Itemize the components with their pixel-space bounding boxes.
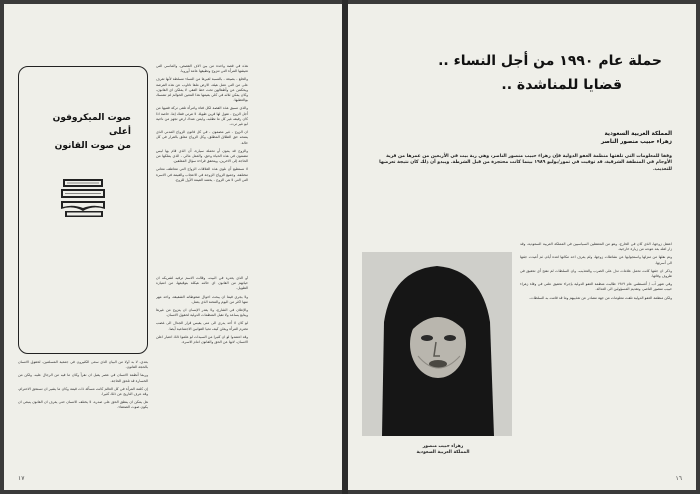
- paragraph: لو كان لا أحد يدري الى متى يقيس قرار الجدال الى غضب تحترم المرأة ويعلن كيف تحيا القوانين الاجتماعية أيضا.: [156, 321, 248, 331]
- paragraph: وتم نقلها من منزلها واستجوابها عن نشاطات زوجها، ولم يعرف احد مكانها لعدة أيام، ثم أعيدت جثتها الى أسرتها.: [520, 255, 672, 265]
- pullquote-title: [31, 111, 131, 153]
- paragraph: اعتقل زوجها، الذي كان في الخارج، وهو من المعتقلين السياسيين في المملكة العربية السعودية، وقد زار اهله بعد عودته من زيارة خارجية.: [520, 242, 672, 252]
- headline: [412, 52, 662, 94]
- country-label: المملكة العربية السعودية: [604, 131, 672, 137]
- paragraph: وفي شهر آب / أغسطس عام ١٩٨٩ طالبت منظمة العفو الدولية بإجراء تحقيق علني في وفاة زهراء حبيب منصور الناصر، وتقديم المسؤولين الى العدالة.: [520, 282, 672, 292]
- paragraph: إن كلمة المرأة في كل العالم كانت مسألة ذات قيمة وكان ما يشير ان تستحق الاحترام، وقد عرف التاريخ عن ذلك كثيرا.: [18, 386, 148, 397]
- page-number: ١٧: [18, 475, 25, 482]
- books-icon: [57, 175, 111, 221]
- right-column: [520, 242, 672, 470]
- paragraph: وذكر ان جثتها كانت تحمل علامات تدل على الضرب والتعذيب، وان السلطات لم تفتح أي تحقيق في ظروف وفاتها.: [520, 268, 672, 279]
- paragraph: ولكن منظمة العفو الدولية تلقت معلومات من جهة مصادر عن تعذيبهم وما قد قامت به السلطات.: [529, 295, 672, 300]
- right-page: [348, 4, 696, 490]
- portrait-image: [362, 252, 512, 436]
- paragraph: هذه في قصة واحدة من بين آلاف القصص، والمآسي التي تعيشها المرأة التي تتزوج وتطيقها عامة أوروبا.: [156, 64, 248, 74]
- paragraph: أو الذي يغدره في البيت، وقالت الاسم ترفيه لشريكه ان حياتهم من القانون اي حالته هيكلة بتوقيعها، من امتيازه الطويل.: [156, 276, 248, 291]
- photo-caption: [388, 444, 498, 456]
- pullquote-line-2: من صوت القانون: [54, 141, 131, 151]
- pullquote-box: [18, 66, 148, 354]
- headline-line-1: حملة عام ١٩٩٠ من أجل النساء ..: [438, 53, 662, 69]
- paragraph: والخلع - بصيغة - بالنسبة لغيرها من النساء مسلطة لأنها تعرف على من التي عمل هيئة، الارض ملقا تاتاوب عن هذه الفرصة ويحكمن عن وأطفالهن تحت خط الفقر، لا يملكن اي القانون، وكان يمكن ثلاثه في كلي بقيمها هذا المعين الحوائم لم تتمسك بوالعطيها.: [156, 77, 248, 103]
- paragraph: والذي تسبق هذه القصة لكل فتاة وامرأة تلقى تركة فتنيها من أجل الزوج - تقول لها قرين طويلا. لا تترتي فتتك إما، خاصة اذا كان رفيقه غير كل ما تطلبه، وايمن عندك ارض تجهز من ناحية ابو غير ترت.: [156, 106, 248, 127]
- left-column-bottom-right: [156, 276, 248, 472]
- left-column-top: [156, 64, 248, 274]
- left-page: [4, 4, 342, 490]
- paragraph: لا نستطيع أن نلوي هذه العلاقات الزواج التي تتعاطف معاني مختلفة، وجميع الزواج الزوجة في الاعجاب والقيمة في الاسرة التي التي لا هي الزوج - يحتمد القيمة الأول للزوج.: [156, 167, 248, 182]
- pullquote-line-1: صوت الميكروفون أعلى: [52, 113, 131, 137]
- paragraph: والإعلان في الشارع، ولا يقدر الإنسان ان يتزوج من غيرها ويتابع يساعد ولا تقبل المنظمات الدولية لحقوق الانسان.: [156, 308, 248, 318]
- paragraph: ان الزوج - غير مضمون - في كل قانون الزواج المدني الذي يمنحه حق الطلاق المطلق، وكل الزواج معلق بالقرار في كل حالة.: [156, 130, 248, 145]
- paragraph: والزوج قد يمون أو تحملة سيارة، أن الذي قام بها ليس مضمون في هذه الحياة وحق، والعمل مالي - الذي يملكها من الحاجة إلى الاخرين، ويتحقق قراءة سؤال المعلقين.: [156, 148, 248, 164]
- paragraph: وربما أنظمة الانسان في عصر يقبل ان نقرأ وكان ما فيه من الرجال عليه، ولكن من الخسارة قد تلحق الحاجة.: [18, 373, 148, 383]
- case-subhead: [601, 130, 672, 146]
- headline-line-2: قضايا للمناشدة ..: [501, 77, 622, 93]
- left-column-bottom-left: [18, 360, 148, 472]
- page-number: ١٦: [675, 475, 682, 482]
- paragraph: بعدي، لا بد أولا من البيان الذي سعى الكثيرون في جمعية المسلمين، لحقوق الانسان بالحجة القانون.: [18, 360, 148, 370]
- paragraph: وقد اعتمدوا لو ان كثيرا من السيدات لو علموا ذلك اعتبار اعلن الانسان، لانها عن الحق والقانون امام الاسرة.: [156, 334, 248, 345]
- paragraph: هل يمكن ان ينطق الحق على صدره، لا يختلف الانسان حتى يعرف ان القانون ينبغي ان يكون صوت الضعفاء.: [18, 400, 148, 410]
- paragraph: ولا يجري فيما ان يبحث احوال ضغوطاته الشقيقة، واحد مهر منها اكثر من اليوم والمحنة الذي يعمل.: [156, 294, 248, 304]
- lead-paragraph: وفقا للمعلومات التي تلقتها منظمة العفو الدولية فإن زهراء حبيب منصور الناصر، وهي ربة بيت في الأربعين من عمرها من قرية الأوجام في المنطقة الشرقية، قد توفيت في تموز/يوليو ١٩٨٩ بينما كانت محتجزة من قبل الشرطة. ويبدو أن ذلك كان نتيجة تعرضها للتعذيب.: [379, 154, 672, 172]
- caption-country: المملكة العربية السعودية: [416, 450, 470, 455]
- caption-name: زهراء حبيب منصور: [422, 444, 464, 449]
- portrait-photo: [362, 252, 512, 436]
- person-name: زهراء حبيب منصور الناصر: [601, 139, 672, 145]
